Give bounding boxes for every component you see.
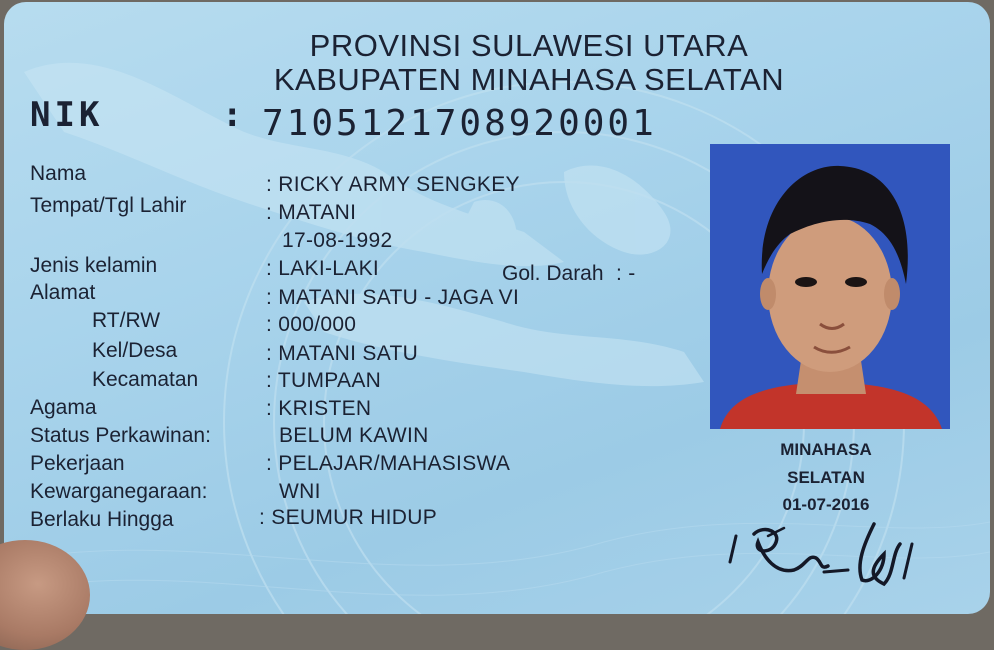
issue-place-line1: MINAHASA (780, 440, 872, 459)
portrait-image (710, 144, 950, 429)
value-jenis-kelamin: : LAKI-LAKI (266, 257, 380, 280)
label-kel-desa: Kel/Desa (92, 339, 178, 362)
value-kel-desa: : MATANI SATU (266, 342, 419, 365)
value-tempat-lahir: : MATANI (266, 201, 357, 224)
nik-label: NIK (30, 95, 104, 135)
value-pekerjaan: : PELAJAR/MAHASISWA (266, 452, 511, 475)
id-card (4, 2, 990, 614)
label-jenis-kelamin: Jenis kelamin (30, 254, 158, 277)
issue-date: 01-07-2016 (782, 495, 870, 514)
nik-value: 7105121708920001 (262, 103, 657, 144)
value-rt-rw: : 000/000 (266, 313, 357, 336)
label-kewarganegaraan: Kewarganegaraan: (30, 480, 208, 503)
province-heading: PROVINSI SULAWESI UTARA (309, 28, 749, 63)
label-nama: Nama (30, 162, 87, 185)
label-agama: Agama (30, 396, 97, 419)
value-kewarganegaraan: WNI (279, 480, 321, 503)
value-tanggal-lahir: 17-08-1992 (282, 229, 393, 252)
label-rt-rw: RT/RW (92, 309, 161, 332)
label-tempat-tgl-lahir: Tempat/Tgl Lahir (30, 194, 187, 217)
nik-colon: : (222, 95, 243, 135)
regency-heading: KABUPATEN MINAHASA SELATAN (273, 62, 785, 97)
holder-photo (710, 144, 950, 429)
label-kecamatan: Kecamatan (92, 368, 199, 391)
label-berlaku-hingga: Berlaku Hingga (30, 508, 174, 531)
issue-place-line2: SELATAN (787, 468, 865, 487)
value-gol-darah: : - (616, 262, 636, 285)
value-alamat: : MATANI SATU - JAGA VI (266, 286, 520, 309)
label-status-perkawinan: Status Perkawinan: (30, 424, 211, 447)
value-nama: : RICKY ARMY SENGKEY (266, 173, 520, 196)
value-status-perkawinan: BELUM KAWIN (279, 424, 429, 447)
signature-image (724, 514, 934, 594)
value-kecamatan: : TUMPAAN (266, 369, 382, 392)
label-alamat: Alamat (30, 281, 96, 304)
value-agama: : KRISTEN (266, 397, 372, 420)
label-gol-darah: Gol. Darah (502, 262, 604, 285)
label-pekerjaan: Pekerjaan (30, 452, 125, 475)
value-berlaku-hingga: : SEUMUR HIDUP (259, 506, 438, 529)
